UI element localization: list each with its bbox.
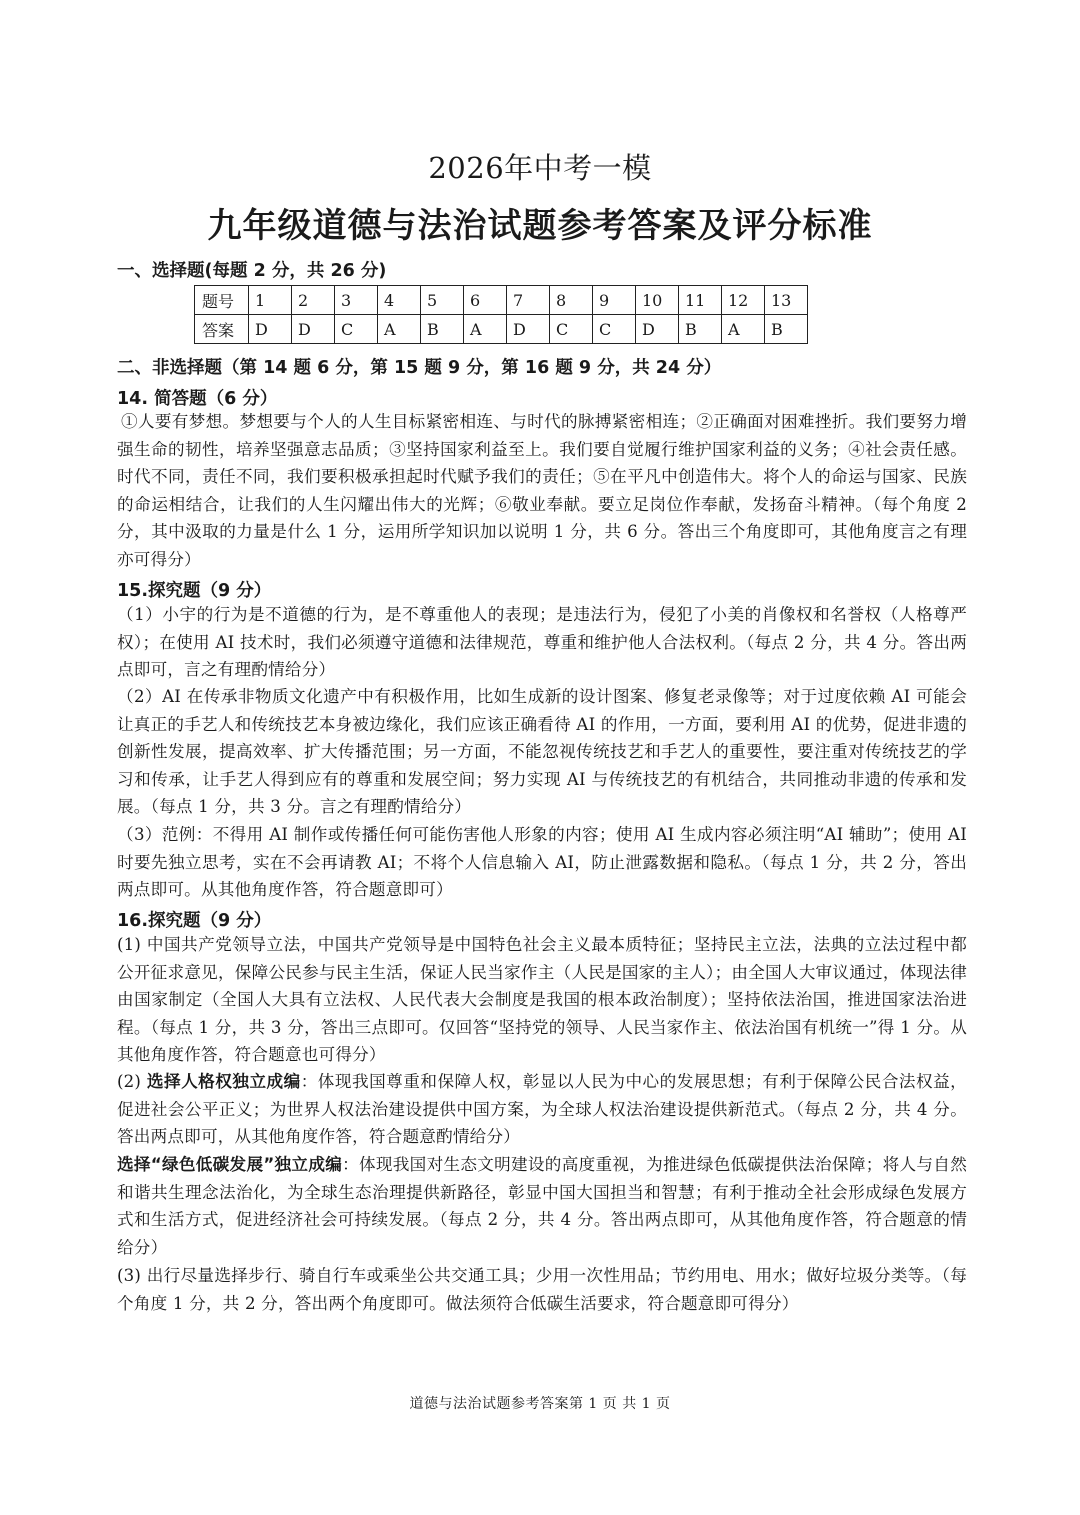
q16-part2-text: ：体现我国尊重和保障人权，彰显以人民为中心的发展思想；有利于保障公民合法权益，促进社会公平正义；为世界人权法治建设提供中国方案，为全球人权法治建设提供新范式。（每点 2 分，共 4 分。答出两点即可，从其他角度作答，符合题意酌情给分） (117, 1072, 967, 1147)
q15-part1: （1）小宇的行为是不道德的行为，是不尊重他人的表现；是违法行为，侵犯了小美的肖像权和名誉权（人格尊严权）；在使用 AI 技术时，我们必须遵守道德和法律规范，尊重和维护他人合法权利。（每点 2 分，共 4 分。答出两点即可，言之有理酌情给分） (117, 605, 967, 680)
table-cell: 2 (292, 286, 335, 315)
q16-part2 (117, 1068, 967, 1151)
q16-heading: 16.探究题（9 分） (117, 911, 272, 931)
table-cell: 10 (636, 286, 679, 315)
table-cell: 5 (421, 286, 464, 315)
q16-part3: (3) 出行尽量选择步行、骑自行车或乘坐公共交通工具；少用一次性用品；节约用电、用水；做好垃圾分类等。（每个角度 1 分，共 2 分，答出两个角度即可。做法须符合低碳生活要求，符合题意即可得分） (117, 1266, 967, 1313)
table-cell: B (679, 315, 722, 344)
table-cell: A (378, 315, 421, 344)
page-footer: 道德与法治试题参考答案第 1 页 共 1 页 (409, 1396, 671, 1412)
row-label-number: 题号 (195, 286, 249, 315)
table-cell: D (249, 315, 292, 344)
table-cell: D (507, 315, 550, 344)
row-label-answer: 答案 (195, 315, 249, 344)
table-cell: 9 (593, 286, 636, 315)
q16-part2-number: (2) (117, 1072, 147, 1091)
table-cell: B (765, 315, 808, 344)
q16-alt-option-label: 选择“绿色低碳发展”独立成编 (117, 1155, 343, 1174)
q16-part2-option-label: 选择人格权独立成编 (146, 1072, 301, 1091)
q16-alt-text: ：体现我国对生态文明建设的高度重视，为推进绿色低碳提供法治保障；将人与自然和谐共生理念法治化，为全球生态治理提供新路径，彰显中国大国担当和智慧；有利于推动全社会形成绿色发展方式和生活方式，促进经济社会可持续发展。（每点 2 分，共 4 分。答出两点即可，从其他角度作答，符合题意的情给分） (117, 1155, 967, 1257)
table-cell: C (593, 315, 636, 344)
q15-part3: （3）范例：不得用 AI 制作或传播任何可能伤害他人形象的内容；使用 AI 生成内容必须注明“AI 辅助”；使用 AI 时要先独立思考，实在不会再请教 AI；不将个人信息输入 AI，防止泄露数据和隐私。（每点 1 分，共 2 分，答出两点即可。从其他角度作答，符合题意即可） (117, 825, 967, 900)
section1-heading: 一、选择题(每题 2 分，共 26 分) (117, 261, 387, 281)
table-cell: 6 (464, 286, 507, 315)
q16-part2-alt (117, 1151, 967, 1261)
table-cell: C (335, 315, 378, 344)
exam-title: 2026年中考一模 (428, 151, 652, 185)
table-cell: A (722, 315, 765, 344)
table-cell: 4 (378, 286, 421, 315)
table-cell: 3 (335, 286, 378, 315)
table-cell: A (464, 315, 507, 344)
table-cell: D (636, 315, 679, 344)
section2-heading: 二、非选择题（第 14 题 6 分，第 15 题 9 分，第 16 题 9 分，共 24 分） (117, 358, 722, 378)
table-cell: 11 (679, 286, 722, 315)
table-cell: 13 (765, 286, 808, 315)
table-cell: C (550, 315, 593, 344)
q14-heading: 14. 简答题（6 分） (117, 389, 278, 409)
document-title: 九年级道德与法治试题参考答案及评分标准 (207, 206, 873, 246)
table-row-numbers (195, 286, 808, 315)
table-cell: 1 (249, 286, 292, 315)
table-cell: 12 (722, 286, 765, 315)
table-cell: D (292, 315, 335, 344)
q16-part1: (1) 中国共产党领导立法，中国共产党领导是中国特色社会主义最本质特征；坚持民主立法，法典的立法过程中都公开征求意见，保障公民参与民主生活，保证人民当家作主（人民是国家的主人）；由全国人大审议通过，体现法律由国家制定（全国人大具有立法权、人民代表大会制度是我国的根本政治制度）；坚持依法治国，推进国家法治进程。（每点 1 分，共 3 分，答出三点即可。仅回答“坚持党的领导、人民当家作主、依法治国有机统一”得 1 分。从其他角度作答，符合题意也可得分） (117, 935, 967, 1065)
table-cell: 8 (550, 286, 593, 315)
q14-answer: ①人要有梦想。梦想要与个人的人生目标紧密相连、与时代的脉搏紧密相连；②正确面对困难挫折。我们要努力增强生命的韧性，培养坚强意志品质；③坚持国家利益至上。我们要自觉履行维护国家利益的义务；④社会责任感。时代不同，责任不同，我们要积极承担起时代赋予我们的责任；⑤在平凡中创造伟大。将个人的命运与国家、民族的命运相结合，让我们的人生闪耀出伟大的光辉；⑥敬业奉献。要立足岗位作奉献，发扬奋斗精神。（每个角度 2 分，其中汲取的力量是什么 1 分，运用所学知识加以说明 1 分，共 6 分。答出三个角度即可，其他角度言之有理亦可得分） (117, 412, 967, 569)
table-row-answers (195, 315, 808, 344)
q15-heading: 15.探究题（9 分） (117, 581, 272, 601)
answer-table (194, 285, 808, 344)
q15-part2: （2）AI 在传承非物质文化遗产中有积极作用，比如生成新的设计图案、修复老录像等；对于过度依赖 AI 可能会让真正的手艺人和传统技艺本身被边缘化，我们应该正确看待 AI 的作用，一方面，要利用 AI 的优势，促进非遗的创新性发展，提高效率、扩大传播范围；另一方面，不能忽视传统技艺和手艺人的重要性，要注重对传统技艺的学习和传承，让手艺人得到应有的尊重和发展空间；努力实现 AI 与传统技艺的有机结合，共同推动非遗的传承和发展。（每点 1 分，共 3 分。言之有理酌情给分） (117, 687, 967, 817)
table-cell: 7 (507, 286, 550, 315)
table-cell: B (421, 315, 464, 344)
